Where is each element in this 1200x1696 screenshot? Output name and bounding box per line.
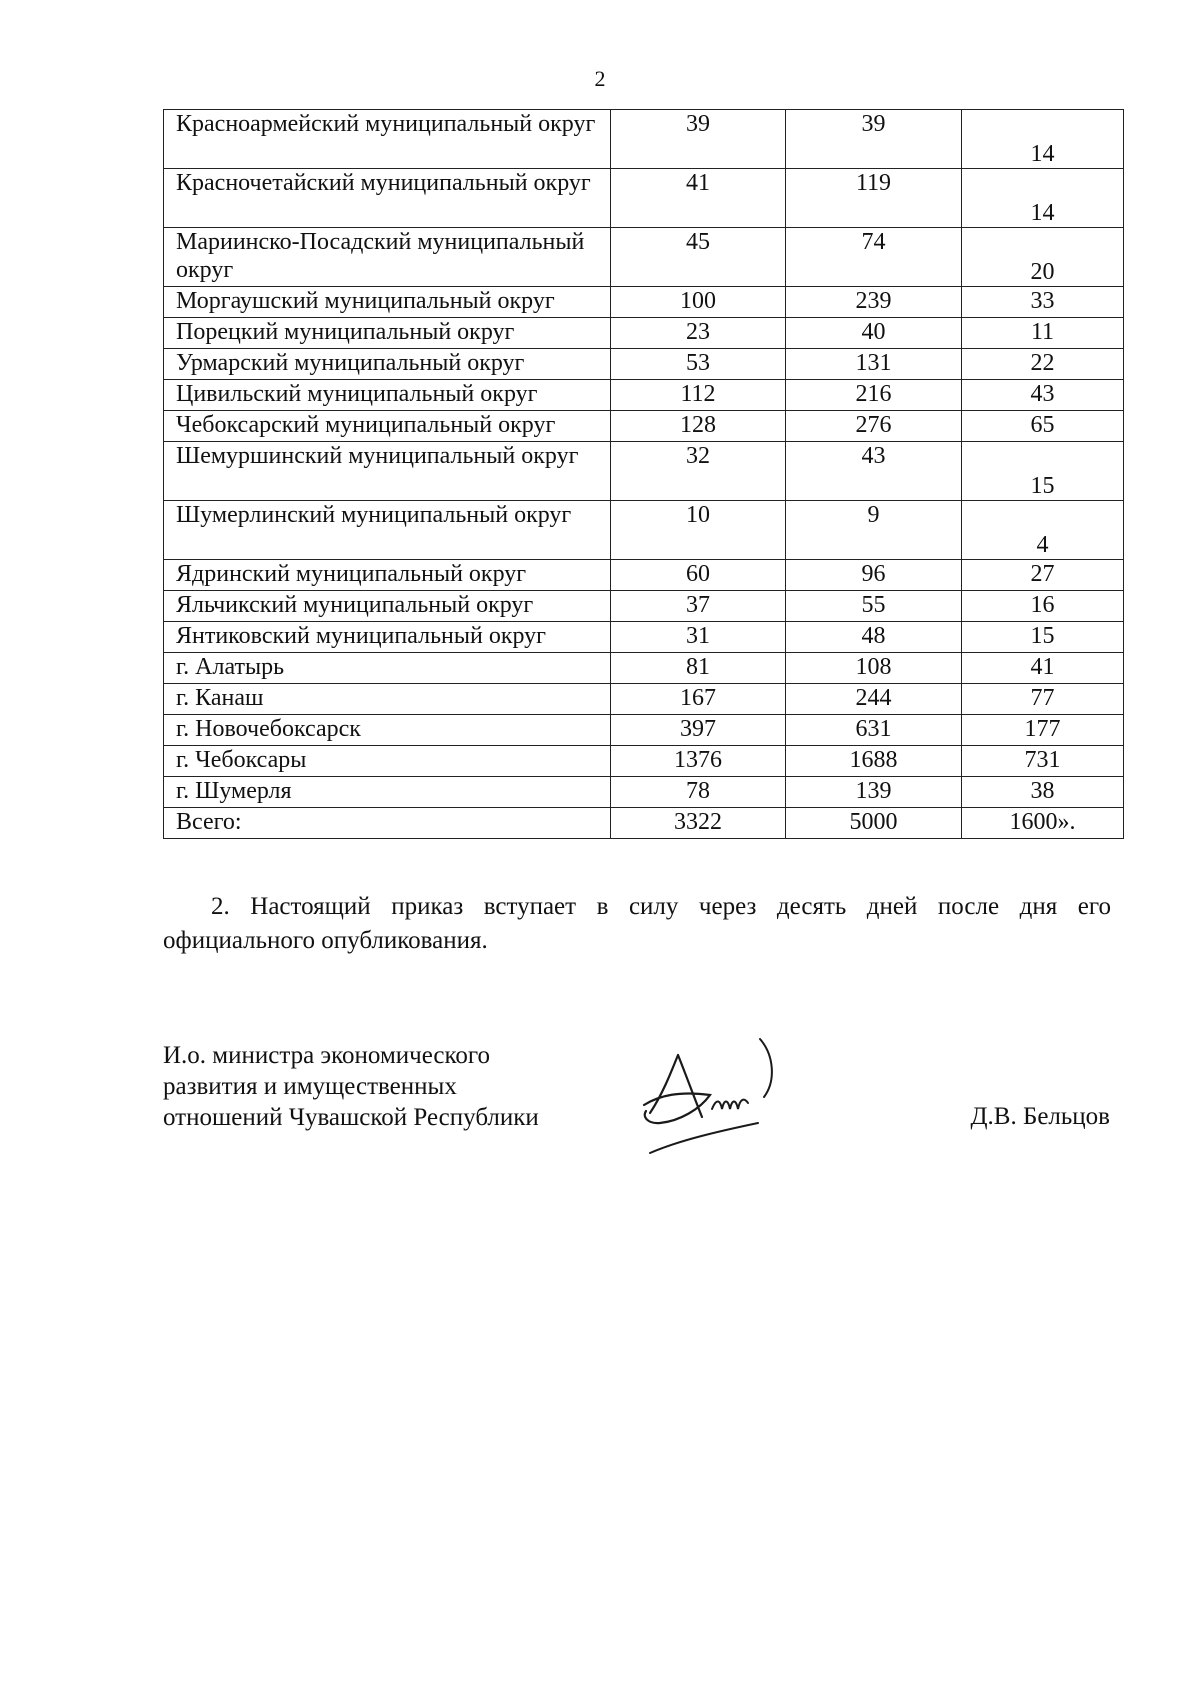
value-3-cell: 33 <box>962 287 1124 318</box>
value-3-cell: 14 <box>962 169 1124 228</box>
value-1-cell: 23 <box>611 318 786 349</box>
table-row <box>164 442 1124 501</box>
value-2-cell: 139 <box>786 777 962 808</box>
value-2-cell: 5000 <box>786 808 962 839</box>
value-1-cell: 39 <box>611 110 786 169</box>
table-row <box>164 653 1124 684</box>
table-row <box>164 169 1124 228</box>
value-3-cell: 41 <box>962 653 1124 684</box>
value-3-cell: 11 <box>962 318 1124 349</box>
table-row <box>164 591 1124 622</box>
table-row <box>164 228 1124 287</box>
value-1-cell: 32 <box>611 442 786 501</box>
value-1-cell: 60 <box>611 560 786 591</box>
district-name-cell: г. Алатырь <box>164 653 611 684</box>
district-name-cell: Яльчикский муниципальный округ <box>164 591 611 622</box>
value-2-cell: 239 <box>786 287 962 318</box>
value-2-cell: 55 <box>786 591 962 622</box>
effective-date-paragraph: 2. Настоящий приказ вступает в силу через десять дней после дня его официального опубликования. <box>163 893 1111 954</box>
table-row <box>164 560 1124 591</box>
value-2-cell: 216 <box>786 380 962 411</box>
value-3-cell: 22 <box>962 349 1124 380</box>
value-1-cell: 100 <box>611 287 786 318</box>
signer-name: Д.В. Бельцов <box>970 1103 1110 1130</box>
value-1-cell: 78 <box>611 777 786 808</box>
value-2-cell: 244 <box>786 684 962 715</box>
value-1-cell: 3322 <box>611 808 786 839</box>
quota-table <box>163 109 1124 839</box>
district-name-cell: Янтиковский муниципальный округ <box>164 622 611 653</box>
district-name-cell: г. Новочебоксарск <box>164 715 611 746</box>
district-name-cell: Урмарский муниципальный округ <box>164 349 611 380</box>
value-3-cell: 65 <box>962 411 1124 442</box>
value-3-cell: 43 <box>962 380 1124 411</box>
table-row <box>164 808 1124 839</box>
value-1-cell: 45 <box>611 228 786 287</box>
district-name-cell: Шемуршинский муниципальный округ <box>164 442 611 501</box>
district-name-cell: Мариинско-Посадский муниципальный округ <box>164 228 611 287</box>
district-name-cell: Красночетайский муниципальный округ <box>164 169 611 228</box>
signatory-title <box>163 1040 539 1133</box>
district-name-cell: Чебоксарский муниципальный округ <box>164 411 611 442</box>
district-name-cell: Всего: <box>164 808 611 839</box>
value-1-cell: 167 <box>611 684 786 715</box>
value-1-cell: 81 <box>611 653 786 684</box>
value-3-cell: 15 <box>962 622 1124 653</box>
value-3-cell: 4 <box>962 501 1124 560</box>
value-2-cell: 96 <box>786 560 962 591</box>
table-row <box>164 622 1124 653</box>
value-2-cell: 119 <box>786 169 962 228</box>
value-2-cell: 74 <box>786 228 962 287</box>
value-2-cell: 9 <box>786 501 962 560</box>
value-3-cell: 16 <box>962 591 1124 622</box>
value-2-cell: 43 <box>786 442 962 501</box>
handwritten-signature <box>640 1025 820 1155</box>
district-name-cell: г. Шумерля <box>164 777 611 808</box>
district-name-cell: Порецкий муниципальный округ <box>164 318 611 349</box>
page-number: 2 <box>594 66 606 91</box>
value-3-cell: 177 <box>962 715 1124 746</box>
value-3-cell: 15 <box>962 442 1124 501</box>
value-3-cell: 20 <box>962 228 1124 287</box>
table-row <box>164 318 1124 349</box>
district-name-cell: г. Чебоксары <box>164 746 611 777</box>
value-3-cell: 27 <box>962 560 1124 591</box>
district-name-cell: Красноармейский муниципальный округ <box>164 110 611 169</box>
value-2-cell: 48 <box>786 622 962 653</box>
table-row <box>164 777 1124 808</box>
value-2-cell: 631 <box>786 715 962 746</box>
table-body <box>164 110 1124 839</box>
district-name-cell: Цивильский муниципальный округ <box>164 380 611 411</box>
value-2-cell: 39 <box>786 110 962 169</box>
value-2-cell: 108 <box>786 653 962 684</box>
table-row <box>164 501 1124 560</box>
table-row <box>164 715 1124 746</box>
district-name-cell: Моргаушский муниципальный округ <box>164 287 611 318</box>
table-row <box>164 287 1124 318</box>
value-1-cell: 112 <box>611 380 786 411</box>
signatory-line-3: отношений Чувашской Республики <box>163 1104 539 1131</box>
value-1-cell: 53 <box>611 349 786 380</box>
table-row <box>164 746 1124 777</box>
value-1-cell: 41 <box>611 169 786 228</box>
value-3-cell: 14 <box>962 110 1124 169</box>
value-1-cell: 397 <box>611 715 786 746</box>
value-1-cell: 1376 <box>611 746 786 777</box>
value-2-cell: 1688 <box>786 746 962 777</box>
value-2-cell: 276 <box>786 411 962 442</box>
value-2-cell: 131 <box>786 349 962 380</box>
signatory-line-2: развития и имущественных <box>163 1073 457 1100</box>
value-3-cell: 1600». <box>962 808 1124 839</box>
value-3-cell: 77 <box>962 684 1124 715</box>
table-row <box>164 684 1124 715</box>
district-name-cell: Шумерлинский муниципальный округ <box>164 501 611 560</box>
table-row <box>164 349 1124 380</box>
value-3-cell: 731 <box>962 746 1124 777</box>
value-1-cell: 31 <box>611 622 786 653</box>
table-row <box>164 411 1124 442</box>
table-row <box>164 110 1124 169</box>
value-1-cell: 128 <box>611 411 786 442</box>
signatory-line-1: И.о. министра экономического <box>163 1042 491 1069</box>
district-name-cell: г. Канаш <box>164 684 611 715</box>
value-2-cell: 40 <box>786 318 962 349</box>
value-1-cell: 10 <box>611 501 786 560</box>
district-name-cell: Ядринский муниципальный округ <box>164 560 611 591</box>
table-row <box>164 380 1124 411</box>
value-3-cell: 38 <box>962 777 1124 808</box>
value-1-cell: 37 <box>611 591 786 622</box>
